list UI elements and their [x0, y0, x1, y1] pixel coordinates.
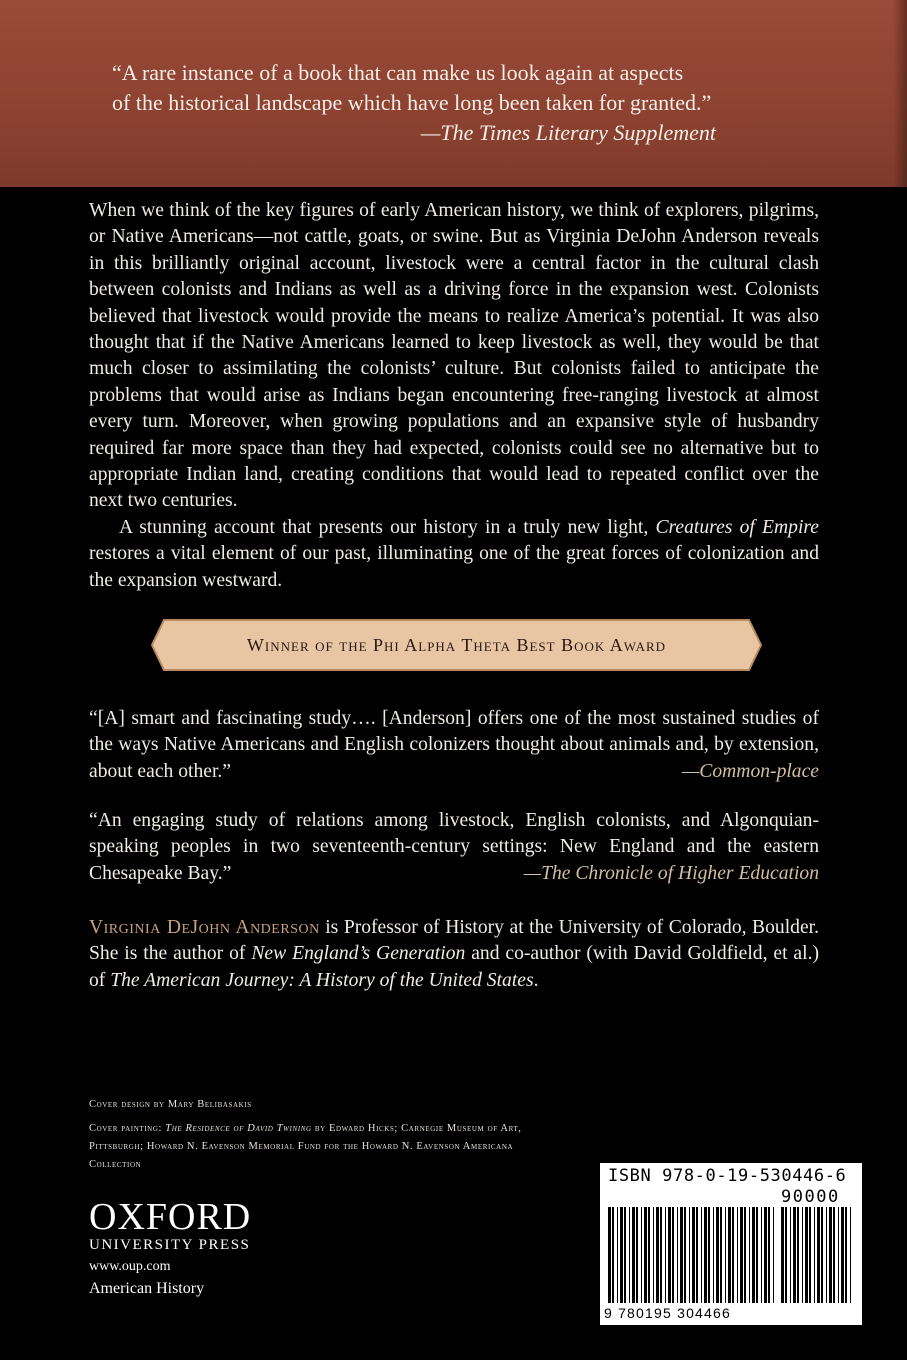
review-source: —Common-place — [681, 760, 819, 782]
barcode-bar — [617, 1207, 618, 1303]
painting-prefix: Cover painting: — [89, 1123, 166, 1134]
barcode-bar — [773, 1207, 774, 1303]
publisher-url: www.oup.com — [89, 1259, 171, 1274]
barcode-bar — [768, 1207, 770, 1303]
painting-title: The Residence of David Twining — [165, 1123, 312, 1134]
book-description — [89, 198, 819, 594]
barcode-bar — [793, 1207, 796, 1303]
top-quote-line2: of the historical landscape which have long been taken for granted.” — [112, 90, 712, 115]
cover-design-credit: Cover design by Mary Belibasakis — [89, 1099, 252, 1110]
barcode-bar — [838, 1207, 839, 1303]
barcode-bar — [761, 1207, 762, 1303]
barcode-bar — [672, 1207, 674, 1303]
review-common-place — [89, 706, 819, 785]
book-title-inline: Creatures of Empire — [655, 516, 819, 538]
barcode-bar — [725, 1207, 726, 1303]
top-quote-source: —The Times Literary Supplement — [420, 120, 716, 145]
review-source: —The Chronicle of Higher Education — [523, 862, 819, 884]
barcode-bar — [648, 1207, 650, 1303]
description-paragraph-2 — [89, 515, 819, 594]
barcode-bar — [821, 1207, 823, 1303]
barcode-bar — [656, 1207, 659, 1303]
author-bio-text-2: and co-author (with David Goldfield, et al.) of — [89, 943, 819, 991]
top-review-quote — [112, 58, 812, 148]
author-bio — [89, 915, 819, 994]
barcode-bar — [632, 1207, 635, 1303]
barcode-bar — [829, 1207, 832, 1303]
barcode-bar — [732, 1207, 734, 1303]
barcode-bar — [790, 1207, 791, 1303]
barcode-bar — [641, 1207, 642, 1303]
barcode-digits: 9 780195 304466 — [604, 1305, 731, 1321]
isbn-label: ISBN 978-0-19-530446-6 — [608, 1166, 847, 1186]
barcode-bar — [802, 1207, 803, 1303]
review-text: “An engaging study of relations among livestock, English colonists, and Algonquian-speaking peoples in two seventeenth-century settings: New England and the eastern Chesapeake Bay.” — [89, 810, 819, 884]
barcode-bar — [713, 1207, 714, 1303]
award-banner — [150, 618, 763, 672]
barcode-bar — [744, 1207, 746, 1303]
author-book-2: The American Journey: A History of the United States — [110, 969, 534, 991]
barcode-bar — [653, 1207, 654, 1303]
barcode-bar — [716, 1207, 719, 1303]
author-bio-text-1: is Professor of History at the University of Colorado, Boulder. She is the author of — [89, 917, 819, 965]
description-p2-after: restores a vital element of our past, illuminating one of the great forces of colonization and the expansion westward. — [89, 543, 819, 591]
cover-painting-credit — [89, 1120, 549, 1174]
barcode-bar — [720, 1207, 722, 1303]
barcode-bar — [817, 1207, 820, 1303]
barcode-bar — [749, 1207, 750, 1303]
barcode-bar — [850, 1207, 851, 1303]
barcode-bar — [644, 1207, 647, 1303]
barcode-bar — [660, 1207, 662, 1303]
barcode-bar — [809, 1207, 811, 1303]
barcode-bar — [636, 1207, 638, 1303]
barcode-bar — [629, 1207, 630, 1303]
barcode-bar — [797, 1207, 799, 1303]
barcode-bar — [833, 1207, 835, 1303]
barcode-bar — [624, 1207, 626, 1303]
book-category: American History — [89, 1280, 205, 1297]
barcode-bar — [665, 1207, 666, 1303]
barcode-bar — [785, 1207, 787, 1303]
barcode-bar — [826, 1207, 827, 1303]
barcode-bar — [692, 1207, 695, 1303]
barcode-bar — [740, 1207, 743, 1303]
barcode-bar — [805, 1207, 808, 1303]
price-barcode — [781, 1207, 853, 1303]
barcode-bar — [612, 1207, 614, 1303]
review-text: “[A] smart and fascinating study…. [Anderson] offers one of the most sustained studies of the ways Native Americans and English colonizers thought about animals and, by extension, about each other.” — [89, 708, 819, 782]
cover-credits — [89, 1096, 549, 1180]
review-chronicle — [89, 808, 819, 887]
barcode-bar — [701, 1207, 702, 1303]
barcode-bar — [756, 1207, 758, 1303]
author-book-1: New England’s Generation — [251, 943, 466, 965]
barcode-bar — [752, 1207, 755, 1303]
author-name: Virginia DeJohn Anderson — [89, 917, 320, 938]
barcode-bar — [689, 1207, 690, 1303]
price-code: 90000 — [781, 1187, 840, 1207]
description-paragraph-1: When we think of the key figures of early American history, we think of explorers, pilgrims, or Native Americans—not cattle, goats, or swine. But as Virginia DeJohn Anderson reveals in this brilliantly original account, livestock were a central factor in the cultural clash between colonists and Indians as well as a driving force in the expansion west. Colonists believed that livestock would provide the means to realize America’s potential. It was also thought that if the Native Americans learned to keep livestock as well, they would be that much closer to assimilating the colonists’ culture. But colonists failed to anticipate the problems that would arise as Indians began encountering free-ranging livestock at almost every turn. Moreover, when growing populations and an expansive style of husbandry required far more space than they had expected, colonists could see no alternative but to appropriate Indian land, creating conditions that would lead to repeated conflict over the next two centuries. — [89, 200, 819, 512]
publisher-subname: UNIVERSITY PRESS — [89, 1237, 251, 1253]
barcode-bar — [764, 1207, 767, 1303]
barcode-bar — [680, 1207, 683, 1303]
painting-suffix: by Edward Hicks; Carnegie Museum of Art, Pittsburgh; Howard N. Eavenson Memorial Fund for the Howard N. Eavenson Americana Collection — [89, 1123, 522, 1170]
top-quote-line1: “A rare instance of a book that can make us look again at aspects — [112, 60, 684, 85]
barcode-bar — [841, 1207, 844, 1303]
ean-barcode — [608, 1207, 776, 1303]
barcode-bar — [620, 1207, 623, 1303]
publisher-logo: OXFORD — [89, 1196, 252, 1238]
barcode-bar — [728, 1207, 731, 1303]
barcode-bar — [737, 1207, 738, 1303]
barcode-bar — [668, 1207, 671, 1303]
barcode-bar — [708, 1207, 710, 1303]
barcode-bar — [781, 1207, 784, 1303]
barcode-bar — [677, 1207, 678, 1303]
author-bio-text-3: . — [533, 969, 539, 991]
barcode-bar — [704, 1207, 707, 1303]
barcode-bar — [684, 1207, 686, 1303]
barcode-bar — [608, 1207, 611, 1303]
barcode-bar — [845, 1207, 847, 1303]
award-text: Winner of the Phi Alpha Theta Best Book Award — [246, 635, 667, 655]
barcode-bar — [696, 1207, 698, 1303]
barcode-bar — [814, 1207, 815, 1303]
description-p2-before: A stunning account that presents our history in a truly new light, — [119, 516, 656, 538]
barcode-box — [600, 1163, 862, 1325]
